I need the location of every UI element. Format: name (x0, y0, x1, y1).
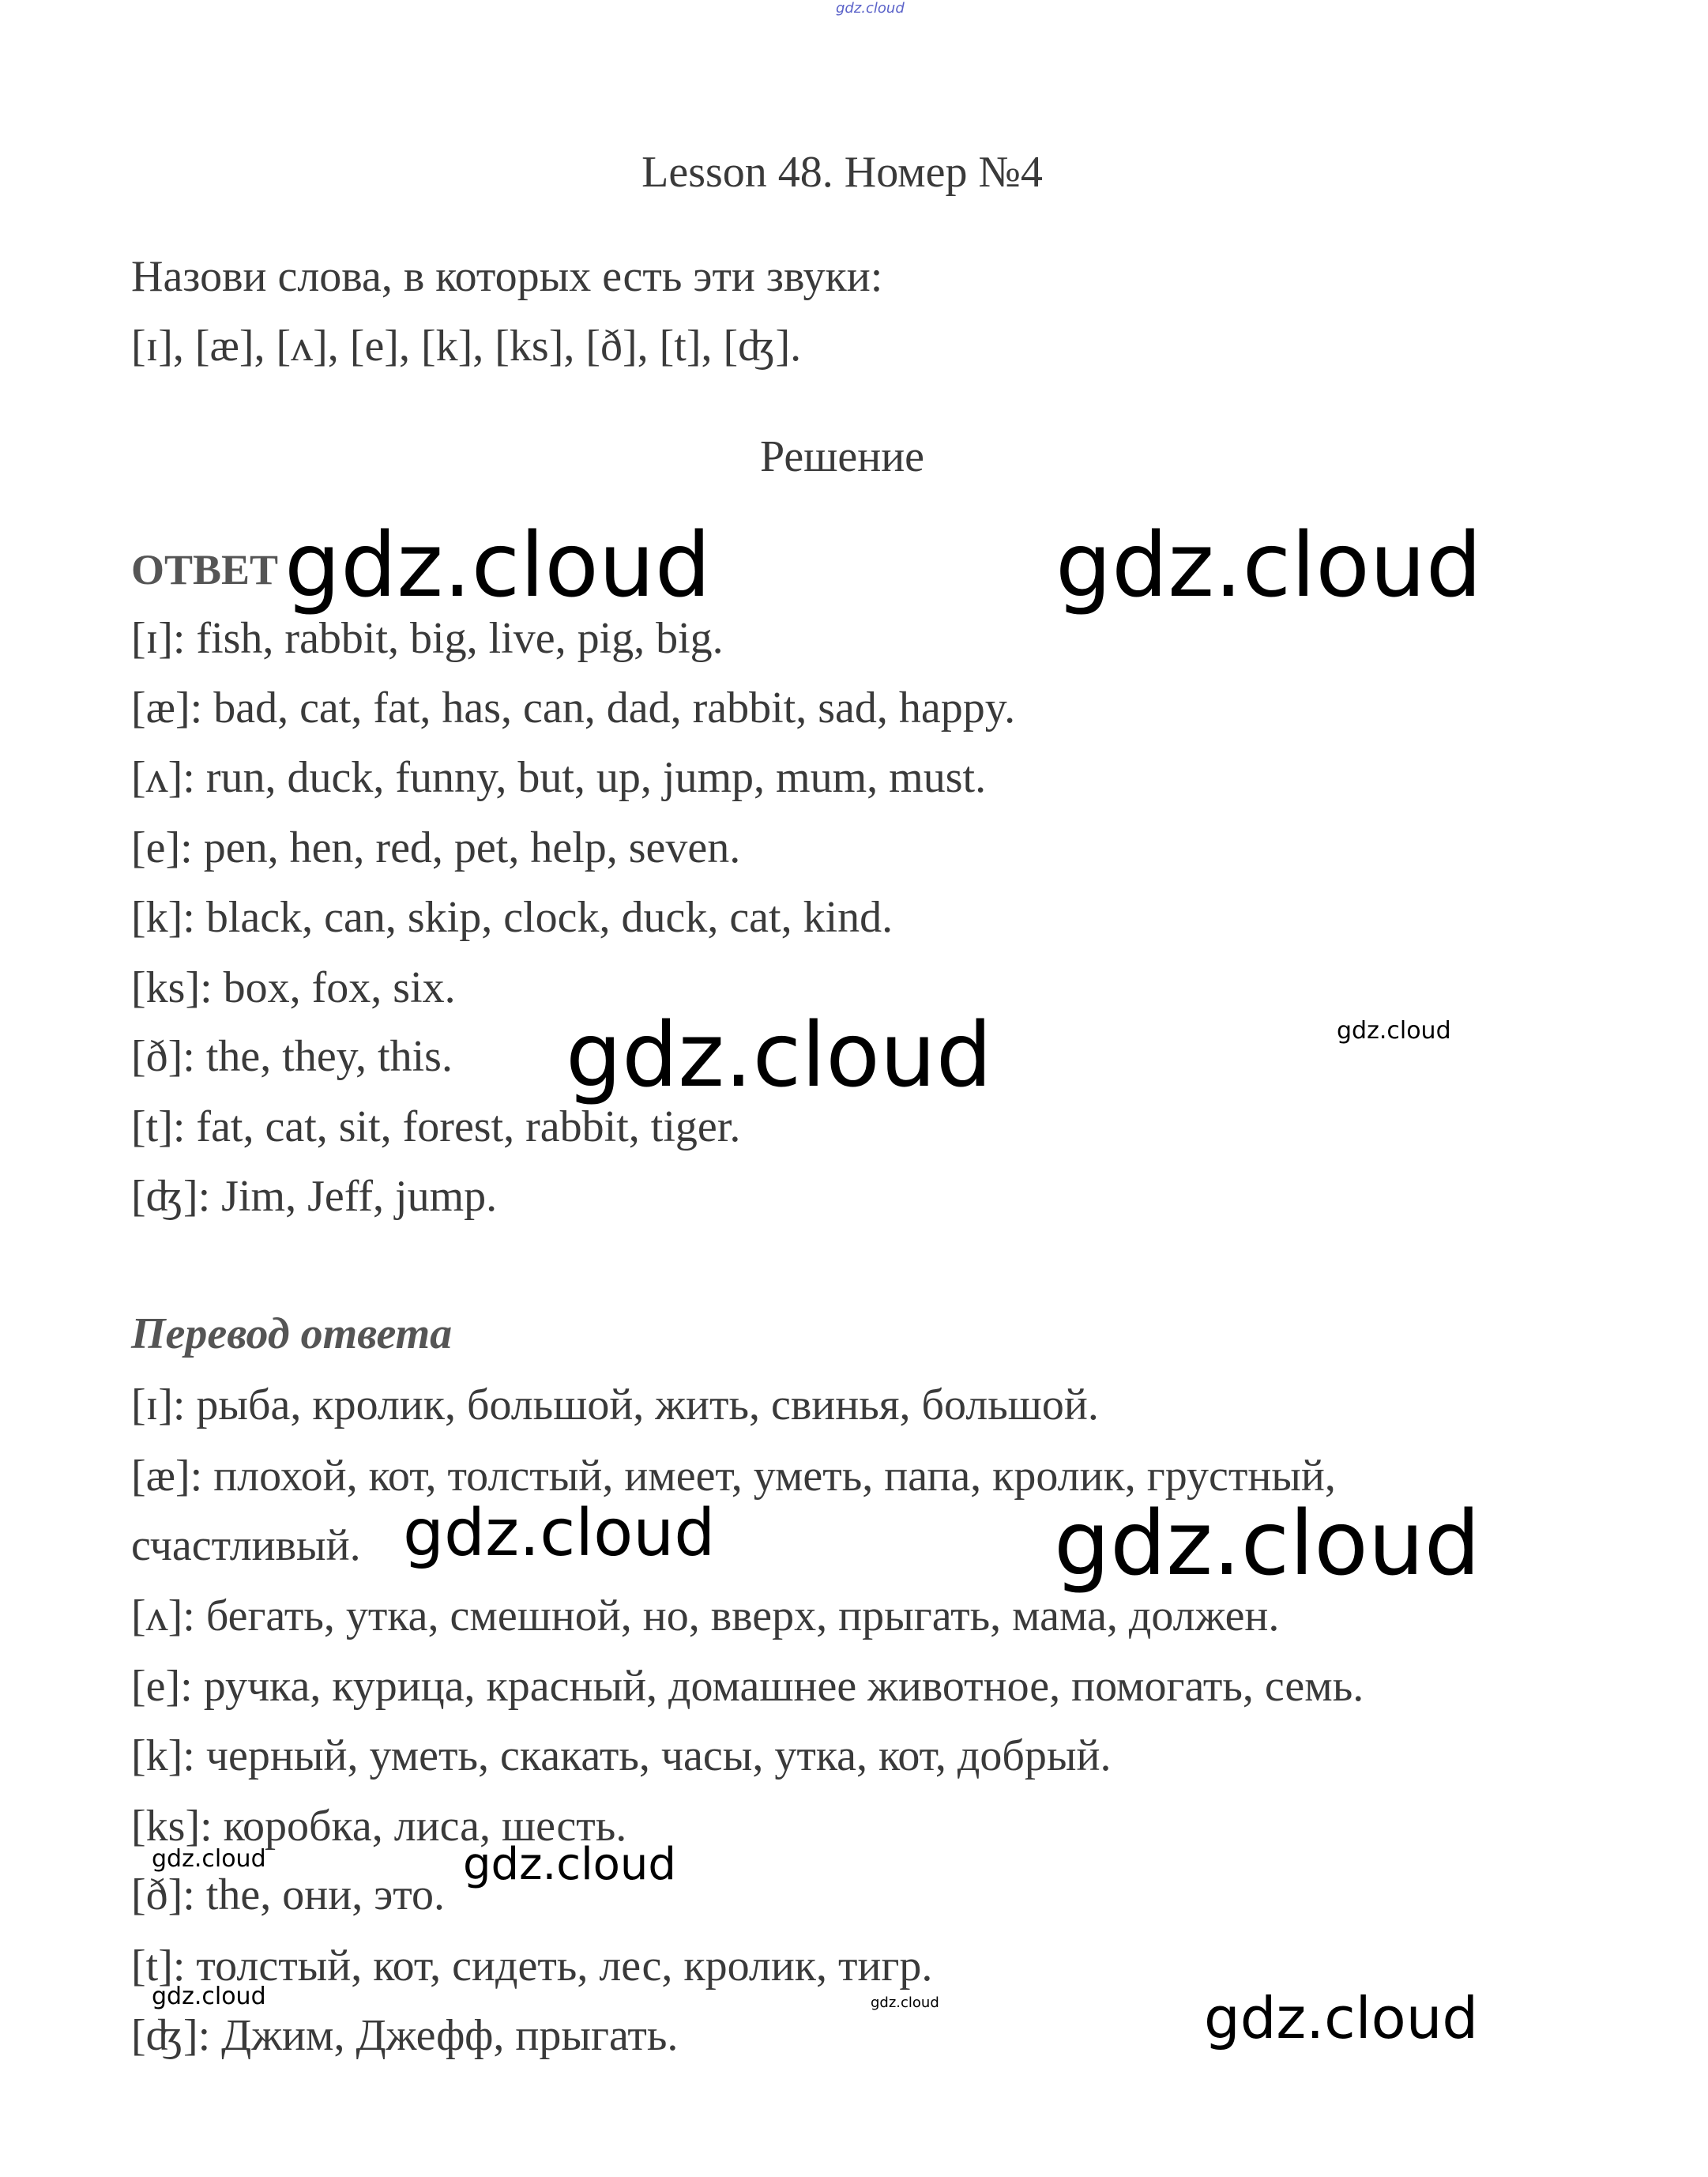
translation-label: Перевод ответа (131, 1309, 453, 1358)
watermark: gdz.cloud (1204, 1985, 1479, 2051)
header-watermark: gdz.cloud (836, 0, 905, 17)
watermark: gdz.cloud (1055, 514, 1482, 617)
translation-line: [æ]: плохой, кот, толстый, имеет, уметь, папа, кролик, грустный, (131, 1452, 1336, 1501)
watermark: gdz.cloud (403, 1496, 716, 1571)
watermark: gdz.cloud (152, 1845, 266, 1873)
watermark: gdz.cloud (566, 1004, 992, 1107)
answer-line: [k]: black, can, skip, clock, duck, cat, kind. (131, 893, 894, 942)
translation-line: [ð]: the, они, это. (131, 1870, 445, 1919)
answer-line: [ʤ]: Jim, Jeff, jump. (131, 1172, 498, 1221)
answer-line: [e]: pen, hen, red, pet, help, seven. (131, 823, 741, 872)
translation-line: [ɪ]: рыба, кролик, большой, жить, свинья, большой. (131, 1380, 1099, 1429)
task-instruction: Назови слова, в которых есть эти звуки: (131, 252, 883, 301)
page-title: Lesson 48. Номер №4 (641, 148, 1043, 197)
watermark: gdz.cloud (152, 1983, 266, 2010)
translation-line: счастливый. (131, 1521, 361, 1570)
translation-line: [ʤ]: Джим, Джефф, прыгать. (131, 2011, 679, 2060)
answer-line: [ʌ]: run, duck, funny, but, up, jump, mum, must. (131, 753, 987, 802)
watermark: gdz.cloud (1337, 1017, 1451, 1045)
watermark: gdz.cloud (284, 514, 711, 617)
watermark: gdz.cloud (463, 1839, 676, 1890)
answer-line: [æ]: bad, cat, fat, has, can, dad, rabbit, sad, happy. (131, 684, 1016, 733)
translation-line: [ks]: коробка, лиса, шесть. (131, 1802, 627, 1851)
solution-heading: Решение (759, 432, 925, 481)
answer-line: [ɪ]: fish, rabbit, big, live, pig, big. (131, 614, 724, 663)
watermark: gdz.cloud (1054, 1493, 1480, 1595)
translation-line: [e]: ручка, курица, красный, домашнее животное, помогать, семь. (131, 1662, 1364, 1711)
translation-line: [ʌ]: бегать, утка, смешной, но, вверх, прыгать, мама, должен. (131, 1591, 1280, 1640)
answer-line: [ð]: the, they, this. (131, 1032, 453, 1081)
answer-label: ОТВЕТ (131, 546, 279, 593)
translation-line: [k]: черный, уметь, скакать, часы, утка, кот, добрый. (131, 1731, 1112, 1780)
answer-line: [t]: fat, cat, sit, forest, rabbit, tiger. (131, 1102, 741, 1151)
task-sounds: [ɪ], [æ], [ʌ], [e], [k], [ks], [ð], [t], [ʤ]. (131, 322, 802, 371)
watermark: gdz.cloud (871, 1994, 939, 2011)
answer-line: [ks]: box, fox, six. (131, 963, 456, 1012)
translation-line: [t]: толстый, кот, сидеть, лес, кролик, тигр. (131, 1942, 933, 1991)
